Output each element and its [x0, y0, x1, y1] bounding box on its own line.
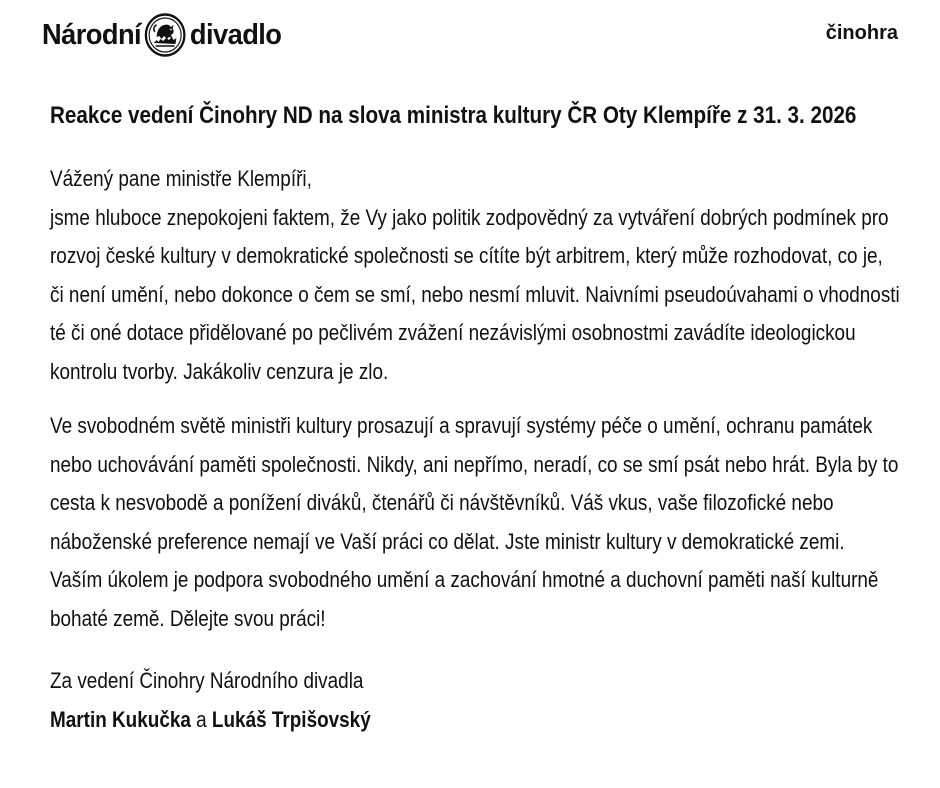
signature-names [50, 701, 901, 740]
national-theatre-logo[interactable] [42, 12, 281, 58]
header [0, 0, 940, 70]
section-label-cinohra[interactable]: činohra [825, 22, 898, 44]
article-headline: Reakce vedení Činohry ND na slova ministra kultury ČR Oty Klempíře z 31. 3. 2026 [50, 102, 857, 129]
lion-emblem-icon [145, 13, 186, 57]
article-body-wrapper [50, 98, 901, 739]
signature-line: Za vedení Činohry Národního divadla [50, 668, 364, 693]
signature-conjunction: a [190, 706, 212, 732]
letter-body [50, 160, 901, 739]
paragraph-2: Ve svobodném světě ministři kultury prosazují a spravují systémy péče o umění, ochranu památek nebo uchovávání paměti společnosti. Nikdy, ani nepřímo, neradí, co se smí psát nebo hrát. Byla by to cesta k nesvobodě a ponížení diváků, čtenářů či návštěvníků. Váš vkus, vaše filozofické nebo náboženské preference nemají ve Vaší práci co dělat. Jste ministr kultury v demokratické zemi. Vaším úkolem je podpora svobodného umění a zachování hmotné a duchovní paměti naší kulturně bohaté země. Dělejte svou práci! [50, 413, 899, 631]
signatory-2: Lukáš Trpišovský [211, 706, 371, 732]
salutation: Vážený pane ministře Klempíři, [50, 166, 312, 191]
paragraph-1: jsme hluboce znepokojeni faktem, že Vy jako politik zodpovědný za vytváření dobrých podmínek pro rozvoj české kultury v demokratické společnosti se cítíte být arbitrem, který může rozhodovat, co je, či není umění, nebo dokonce o čem se smí, nebo nesmí mluvit. Naivními pseudoúvahami o vhodnosti té či oné dotace přidělované po pečlivém zvážení nezávislými osobnostmi zavádíte ideologickou kontrolu tvorby. Jakákoliv cenzura je zlo. [50, 204, 900, 384]
logo-word-right: divadlo [189, 18, 282, 51]
logo-word-left: Národní [42, 18, 142, 51]
article [50, 98, 900, 739]
signatory-1: Martin Kukučka [50, 706, 191, 732]
